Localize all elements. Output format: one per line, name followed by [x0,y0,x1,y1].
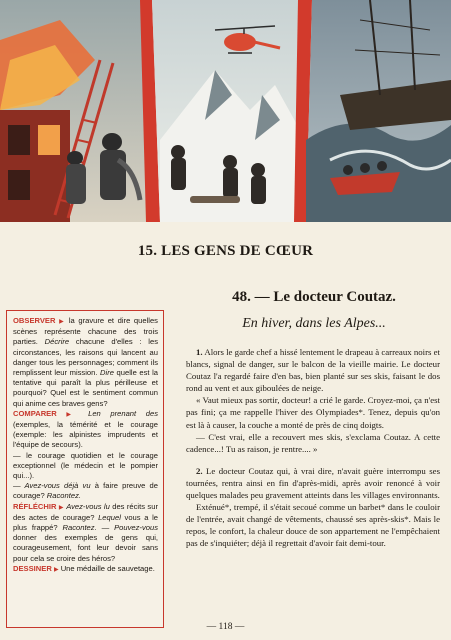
reflechir-section [13,502,158,564]
reflechir-text: des récits sur des actes de courage? [13,501,158,522]
triangle-icon: ▶ [59,319,66,325]
observer-section [13,316,158,409]
paragraph-text: Alors le garde chef a hissé lentement le drapeau à carreaux noirs et blancs, signal de danger, sur le balcon de la vieille mairie. Le docteur Coutaz l'a regardé faire d'en bas, bien planté sur ses skis, faisant le dos rond au vent et aux giboulées de neige. [186,347,440,394]
observer-tag: OBSERVER [13,316,56,325]
lesson-title: 48. — Le docteur Coutaz. [232,289,396,305]
reflechir-text: vous a le plus frappé? [13,512,158,533]
chapter-title: 15. LES GENS DE CŒUR [137,243,314,259]
triangle-icon: ▶ [58,504,64,511]
triangle-icon: ▶ [66,411,79,418]
fire-panel [0,0,155,222]
observer-italic: Dire [100,368,114,378]
paragraph: « Vaut mieux pas sortir, docteur! a crié le garde. Croyez-moi, ça n'est pas fini; ça me rappelle l'hiver des Olympiades*. Tenez, depuis qu'on est là à causer, la couche a monté de près de cinq doigts. [186,395,440,430]
comparer-text: — le courage quotidien et le courage exceptionnel (le médecin et le pompier qui...). [13,450,158,481]
observer-text: chacune d'elles : les circonstances, les raisons qui lancent au danger tous les personnages; comment ils remplissent leur mission. [13,337,159,378]
dessiner-tag: DESSINER [13,563,52,573]
reflechir-text: donner des exemples de gens qui, courageusement, font leur devoir sans pour cela se croire des héros? [13,533,158,563]
comparer-text: (exemples, la témérité et le courage (exemple: les alpinistes imprudents et l'équipe de secours). [13,420,158,450]
comparer-italic: — Avez-vous déjà vu [13,481,91,491]
section-number: 2. [196,465,203,476]
rescue-illustration [0,0,451,222]
comparer-italic: Len prenant des [88,408,158,418]
observer-text: quelle est la tentative qui paraît la plus périlleuse et pourquoi? Quel est le sentiment commun qui anime ces braves gens? [13,368,158,408]
reflechir-italic: Avez-vous lu [66,501,110,511]
dessiner-text: Une médaille de sauvetage. [58,563,155,573]
reflechir-italic: Racontez. — Pouvez-vous [62,523,158,533]
reflechir-italic: Lequel [98,512,121,522]
page-number: — 118 — [206,622,245,632]
paragraph [186,465,440,501]
comparer-section [13,409,158,502]
observer-text: la gravure et dire quelles scènes représente chacune des trois parties. [13,316,158,347]
mountain-panel [152,0,305,222]
paragraph: Exténué*, trempé, il s'était secoué comme un barbet* dans le couloir de l'entrée, avait changé de vêtements, chaussé ses après-skis*. Mais le repos, le confort, la chaleur douce de son appartement ne l'empêchaient pas de s'inquiéter; déjà il regrettait d'avoir fait demi-tour. [186,502,440,549]
reflechir-tag: RÉFLÉCHIR [13,501,57,511]
paragraph: — C'est vrai, elle a recouvert mes skis, s'exclama Coutaz. A cette cadence...! Tu as raison, je rentre.... » [186,431,440,454]
triangle-icon: ▶ [53,566,59,573]
comparer-italic: Racontez. [46,491,81,501]
exercise-box [6,310,164,628]
sea-panel [306,0,451,222]
comparer-tag: COMPARER [13,408,57,418]
story-text [186,346,440,550]
dessiner-section [13,564,158,575]
lesson-subtitle: En hiver, dans les Alpes... [242,316,386,331]
comparer-text: à faire preuve de courage? [13,481,158,501]
paragraph [186,346,440,394]
observer-italic: Décrire [44,337,70,347]
paragraph-text: Le docteur Coutaz qui, à vrai dire, n'avait guère interrompu ses tournées, rentra ainsi en fin d'après-midi, après avoir renoncé à voir quelques malades peu gravement atteints dans les villages environnants. [186,465,440,501]
section-number: 1. [196,347,203,357]
